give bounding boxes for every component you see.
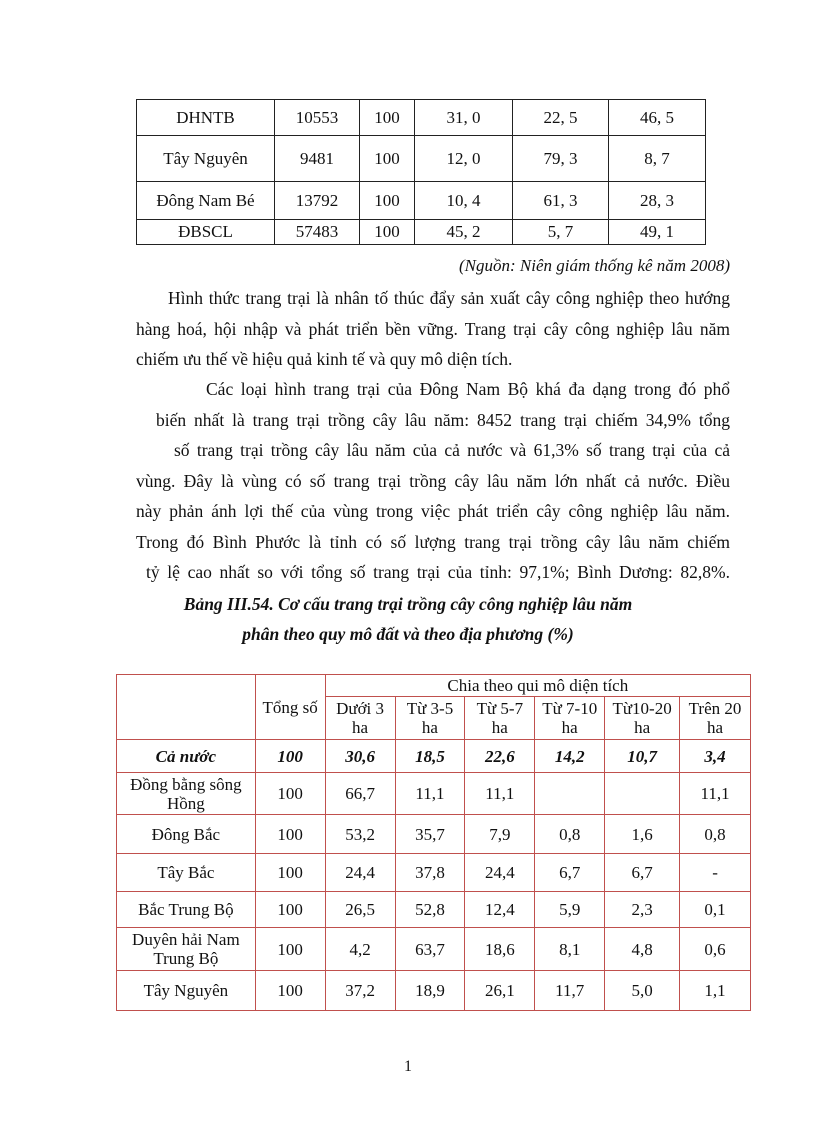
table-cell: 2,3 xyxy=(605,892,680,928)
table-cell: 0,8 xyxy=(535,815,605,854)
table-cell: 5,9 xyxy=(535,892,605,928)
table-cell: 100 xyxy=(255,773,325,815)
table-row xyxy=(117,971,751,1011)
table-cell: 46, 5 xyxy=(609,100,706,136)
table-cell: 11,1 xyxy=(395,773,465,815)
paragraph-line: vùng. Đây là vùng có số trang trại trồng cây lâu năm lớn nhất cả nước. Điều xyxy=(136,470,730,491)
header-cell: Dưới 3 ha xyxy=(325,697,395,740)
table-caption: Bảng III.54. Cơ cấu trang trại trồng cây công nghiệp lâu năm xyxy=(183,594,633,614)
table-cell: 18,6 xyxy=(465,928,535,971)
table-cell: 28, 3 xyxy=(609,182,706,220)
table-cell: 100 xyxy=(360,220,415,245)
table-cell: 24,4 xyxy=(325,854,395,892)
table-cell: 5,0 xyxy=(605,971,680,1011)
table-cell: 18,5 xyxy=(395,740,465,773)
table-cell: 6,7 xyxy=(535,854,605,892)
table-cell: 35,7 xyxy=(395,815,465,854)
table-cell: 61, 3 xyxy=(513,182,609,220)
table-cell: 57483 xyxy=(275,220,360,245)
table-row xyxy=(117,892,751,928)
table-cell: 31, 0 xyxy=(415,100,513,136)
table-cell: 8, 7 xyxy=(609,136,706,182)
table-cell: Tây Nguyên xyxy=(137,136,275,182)
table-cell: 53,2 xyxy=(325,815,395,854)
table-cell: 30,6 xyxy=(325,740,395,773)
page-number: 1 xyxy=(404,1058,412,1075)
paragraph-line: số trang trại trồng cây lâu năm của cả nước và 61,3% số trang trại của cả xyxy=(174,440,730,460)
table-cell: 13792 xyxy=(275,182,360,220)
table-cell: 100 xyxy=(255,892,325,928)
table-row xyxy=(137,136,706,182)
table-row xyxy=(137,182,706,220)
table-cell: 0,6 xyxy=(680,928,751,971)
table-cell: 4,2 xyxy=(325,928,395,971)
paragraph-line: Trong đó Bình Phước là tỉnh có số lượng trang trại trồng cây lâu năm chiếm xyxy=(136,531,730,552)
table-cell: 11,1 xyxy=(680,773,751,815)
table-cell: 49, 1 xyxy=(609,220,706,245)
header-total: Tổng số xyxy=(255,675,325,740)
table-row xyxy=(117,815,751,854)
header-cell: Từ10-20 ha xyxy=(605,697,680,740)
table-cell: Đông Bắc xyxy=(117,815,256,854)
table-header-row xyxy=(117,675,751,697)
table-cell: 12, 0 xyxy=(415,136,513,182)
table-cell: Tây Nguyên xyxy=(117,971,256,1011)
farm-structure-table xyxy=(116,674,751,1011)
source-note: (Nguồn: Niên giám thống kê năm 2008) xyxy=(458,256,730,275)
table-cell xyxy=(605,773,680,815)
table-cell: 52,8 xyxy=(395,892,465,928)
paragraph-line: Các loại hình trang trại của Đông Nam Bộ khá đa dạng trong đó phổ xyxy=(206,379,730,399)
table-cell: 11,1 xyxy=(465,773,535,815)
table-cell: 79, 3 xyxy=(513,136,609,182)
table-cell: 45, 2 xyxy=(415,220,513,245)
table-cell: 100 xyxy=(255,740,325,773)
table-cell xyxy=(535,773,605,815)
table-cell: DHNTB xyxy=(137,100,275,136)
table-cell: 37,2 xyxy=(325,971,395,1011)
table-cell: 14,2 xyxy=(535,740,605,773)
table-cell: 9481 xyxy=(275,136,360,182)
table-cell: 26,1 xyxy=(465,971,535,1011)
table-cell: 10553 xyxy=(275,100,360,136)
table-cell: 24,4 xyxy=(465,854,535,892)
table-cell: 100 xyxy=(255,971,325,1011)
national-row xyxy=(117,740,751,773)
table-row xyxy=(117,773,751,815)
table-cell: 63,7 xyxy=(395,928,465,971)
table-cell: 26,5 xyxy=(325,892,395,928)
table-cell: 10,7 xyxy=(605,740,680,773)
table-cell: Duyên hải Nam Trung Bộ xyxy=(117,928,256,971)
table-cell: Đồng bằng sông Hồng xyxy=(117,773,256,815)
table-cell: 66,7 xyxy=(325,773,395,815)
header-blank-cell xyxy=(117,675,256,740)
table-cell: 11,7 xyxy=(535,971,605,1011)
header-cell: Từ 7-10 ha xyxy=(535,697,605,740)
table-cell: 10, 4 xyxy=(415,182,513,220)
table-row xyxy=(117,928,751,971)
table-cell: 18,9 xyxy=(395,971,465,1011)
table-cell: 1,1 xyxy=(680,971,751,1011)
table-cell: 22,6 xyxy=(465,740,535,773)
table-cell: 100 xyxy=(255,854,325,892)
paragraph-southeast-region xyxy=(136,374,730,588)
table-cell: 37,8 xyxy=(395,854,465,892)
table-cell: ĐBSCL xyxy=(137,220,275,245)
table-cell: 22, 5 xyxy=(513,100,609,136)
table-caption-subtitle: phân theo quy mô đất và theo địa phương (%) xyxy=(242,624,574,644)
table-row xyxy=(137,220,706,245)
header-cell: Từ 3-5 ha xyxy=(395,697,465,740)
table-cell: 4,8 xyxy=(605,928,680,971)
table-cell: 12,4 xyxy=(465,892,535,928)
paragraph-line: này phản ánh lợi thế của vùng trong việc phát triển cây công nghiệp lâu năm. xyxy=(136,501,730,521)
paragraph-line: tỷ lệ cao nhất so với tổng số trang trại của tỉnh: 97,1%; Bình Dương: 82,8%. xyxy=(146,562,730,582)
header-cell: Trên 20 ha xyxy=(680,697,751,740)
table-cell: Cả nước xyxy=(117,740,256,773)
table-cell: 100 xyxy=(360,100,415,136)
table-cell: 1,6 xyxy=(605,815,680,854)
table-cell: Bắc Trung Bộ xyxy=(117,892,256,928)
paragraph-line: biến nhất là trang trại trồng cây lâu năm: 8452 trang trại chiếm 34,9% tổng xyxy=(156,409,730,430)
table-cell: 5, 7 xyxy=(513,220,609,245)
table-cell: 8,1 xyxy=(535,928,605,971)
table-cell: Đông Nam Bé xyxy=(137,182,275,220)
table-cell: - xyxy=(680,854,751,892)
table-row xyxy=(137,100,706,136)
table-cell: 100 xyxy=(360,182,415,220)
table-cell: 0,8 xyxy=(680,815,751,854)
regional-farm-table xyxy=(136,99,706,245)
table-cell: 6,7 xyxy=(605,854,680,892)
header-cell: Từ 5-7 ha xyxy=(465,697,535,740)
table-cell: 7,9 xyxy=(465,815,535,854)
paragraph-farm-form: Hình thức trang trại là nhân tố thúc đẩy sản xuất cây công nghiệp theo hướng hàng hoá, hội nhập và phát triển bền vững. Trang trại cây công nghiệp lâu năm chiếm ưu thế về hiệu quả kinh tế và quy mô diện tích. xyxy=(136,288,730,369)
table-row xyxy=(117,854,751,892)
header-group: Chia theo qui mô diện tích xyxy=(325,675,750,697)
table-cell: 3,4 xyxy=(680,740,751,773)
table-cell: 100 xyxy=(360,136,415,182)
table-cell: Tây Bắc xyxy=(117,854,256,892)
table-cell: 100 xyxy=(255,928,325,971)
table-cell: 0,1 xyxy=(680,892,751,928)
table-cell: 100 xyxy=(255,815,325,854)
